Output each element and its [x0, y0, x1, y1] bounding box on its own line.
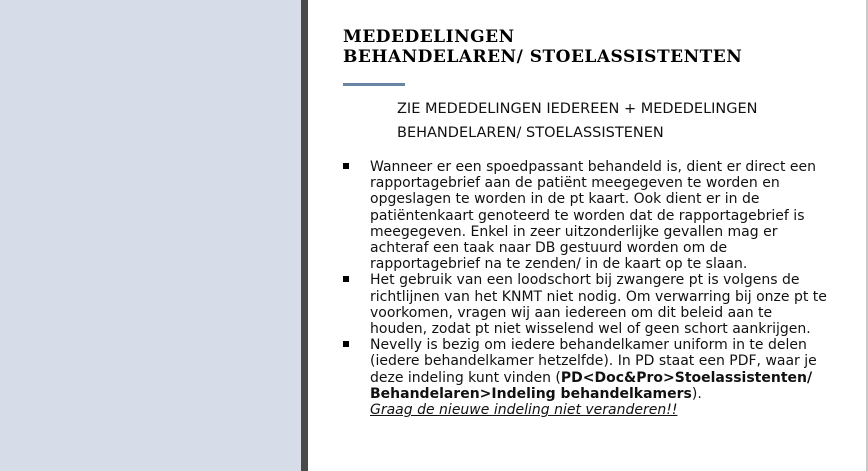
accent-rule — [343, 83, 405, 86]
page-subtitle — [397, 97, 837, 145]
subtitle-line-1: ZIE MEDEDELINGEN IEDEREEN + MEDEDELINGEN — [397, 101, 758, 117]
list-item-text: Nevelly is bezig om iedere behandelkamer uniform in te delen (iedere behandelkamer hetzelfde). In PD staat een PDF, waar je deze indeling kunt vinden — [370, 337, 817, 386]
list-item — [343, 337, 833, 418]
list-item — [343, 159, 833, 272]
bullet-square-icon — [343, 163, 349, 169]
left-panel — [0, 0, 301, 471]
document-path: PD<Doc&Pro>Stoelassistenten/ Behandelaren>Indeling behandelkamers — [370, 369, 813, 402]
title-line-2: BEHANDELAREN/ STOELASSISTENTEN — [343, 47, 743, 67]
list-item-text: Wanneer er een spoedpassant behandeld is, dient er direct een rapportagebrief aan de patiënt meegegeven te worden en opgeslagen te worden in de pt kaart. Ook dient er in de patiëntenkaart genoteerd te worden dat de rapportagebrief is meegegeven. Enkel in zeer uitzonderlijke gevallen mag er achteraf een taak naar DB gestuurd worden om de rapportagebrief na te zenden/ in de kaart op te slaan. — [370, 159, 816, 273]
bullet-square-icon — [343, 276, 349, 282]
title-line-1: MEDEDELINGEN — [343, 27, 515, 47]
warning-note: Graag de nieuwe indeling niet veranderen!! — [370, 402, 678, 419]
path-open: ( — [555, 369, 561, 386]
path-close: ). — [691, 385, 702, 402]
document-page — [308, 0, 868, 471]
list-item — [343, 272, 833, 337]
bullet-square-icon — [343, 341, 349, 347]
page-title — [343, 27, 863, 67]
list-item-text: Het gebruik van een loodschort bij zwangere pt is volgens de richtlijnen van het KNMT niet nodig. Om verwarring bij onze pt te voorkomen, vragen wij aan iedereen om dit beleid aan te houden, zodat pt niet wisselend wel of geen schort aankrijgen. — [370, 272, 827, 338]
panel-divider — [301, 0, 308, 471]
announcement-list — [343, 159, 833, 418]
subtitle-line-2: BEHANDELAREN/ STOELASSISTENEN — [397, 125, 664, 141]
